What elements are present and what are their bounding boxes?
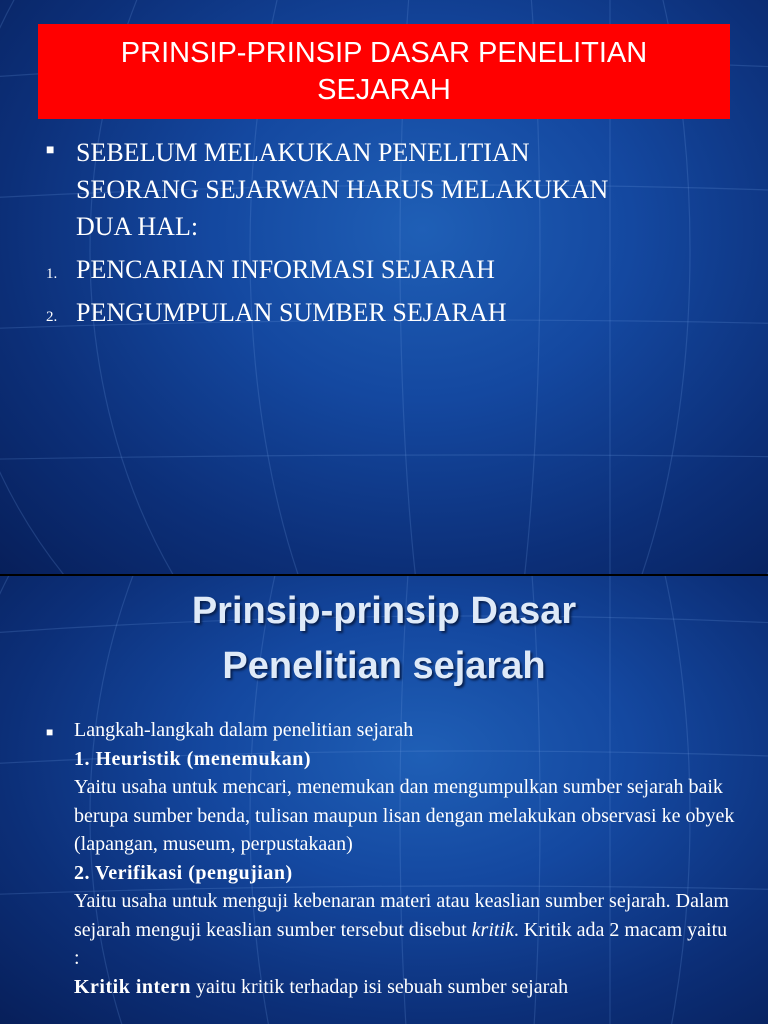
square-bullet-icon: ■	[46, 143, 55, 158]
list-number: 1.	[46, 266, 58, 282]
slide-2	[0, 576, 768, 1024]
numbered-item-1	[46, 251, 736, 289]
step-2-heading: 2. Verifikasi (pengujian)	[74, 861, 293, 884]
slide-2-title: Prinsip-prinsip Dasar Penelitian sejarah	[191, 590, 577, 687]
kritik-intern-text: yaitu kritik terhadap isi sebuah sumber sejarah	[191, 975, 569, 998]
intro-text: Langkah-langkah dalam penelitian sejarah	[74, 719, 414, 741]
square-bullet-icon: ■	[46, 725, 54, 739]
step-2-body-text: Yaitu usaha untuk menguji kebenaran materi atau keaslian sumber sejarah. Dalam sejarah menguji keaslian sumber tersebut disebut	[74, 890, 729, 941]
numbered-text: PENCARIAN INFORMASI SEJARAH	[76, 255, 495, 284]
slide-1-title: PRINSIP-PRINSIP DASAR PENELITIAN SEJARAH	[38, 24, 730, 119]
kritik-intern-line	[74, 973, 736, 1002]
step-1-heading: 1. Heuristik (menemukan)	[74, 747, 311, 770]
slide-2-content	[46, 716, 736, 1001]
bullet-content	[74, 716, 736, 1001]
bullet-item	[46, 134, 736, 245]
slide-1-content	[46, 134, 736, 332]
step-2-body-tail: . Kritik ada 2 macam yaitu :	[74, 918, 728, 969]
list-number: 2.	[46, 309, 58, 325]
numbered-item-2	[46, 294, 736, 332]
step-1-body: Yaitu usaha untuk mencari, menemukan dan mengumpulkan sumber sejarah baik berupa sumber benda, tulisan maupun lisan dengan melakukan observasi ke obyek (lapangan, museum, perpustakaan)	[74, 776, 735, 855]
bullet-text: SEBELUM MELAKUKAN PENELITIAN SEORANG SEJARWAN HARUS MELAKUKAN DUA HAL:	[76, 138, 609, 241]
numbered-text: PENGUMPULAN SUMBER SEJARAH	[76, 298, 507, 327]
bullet-item	[46, 716, 736, 1001]
kritik-intern-label: Kritik intern	[74, 975, 192, 998]
kritik-term: kritik	[471, 918, 514, 941]
step-2-body	[74, 887, 736, 973]
